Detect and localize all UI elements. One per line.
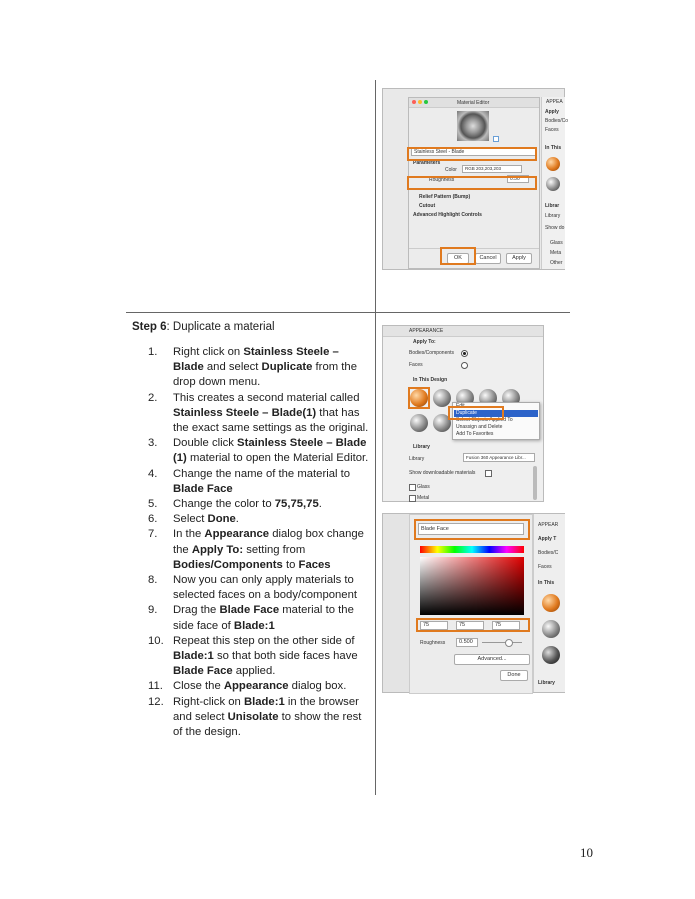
side-library-header: Librar xyxy=(545,203,560,209)
side-faces: Faces xyxy=(545,127,559,133)
step-label: Step 6 xyxy=(132,321,167,333)
glass-label: Glass xyxy=(417,484,430,490)
instruction-list xyxy=(148,345,370,740)
material-swatch[interactable] xyxy=(542,594,560,612)
in-this-design-label: In This Design xyxy=(413,377,448,383)
cancel-button[interactable]: Cancel xyxy=(475,253,501,264)
roughness-value[interactable]: 0.50 xyxy=(507,175,529,183)
instruction-text: dialog box. xyxy=(288,680,347,693)
bold-term: 75,75,75 xyxy=(274,498,319,511)
instruction-text: Close the xyxy=(173,680,224,693)
side-appearance: APPEAR xyxy=(538,522,559,528)
list-item xyxy=(148,497,370,512)
highlight-swatch xyxy=(408,387,430,409)
bold-term: Appearance xyxy=(223,680,289,693)
parameters-section[interactable]: Parameters xyxy=(413,160,441,166)
faces-option[interactable]: Faces xyxy=(409,362,423,368)
instruction-text: Right-click on xyxy=(173,695,244,708)
instruction-text: In the xyxy=(173,528,205,541)
window-title: Material Editor xyxy=(457,100,490,106)
list-item-number: 8. xyxy=(148,574,158,587)
material-name-field[interactable]: Blade Face xyxy=(418,523,524,535)
material-swatch[interactable] xyxy=(542,646,560,664)
side-bodies: Bodies/C xyxy=(538,550,559,556)
bold-term: Stainless Steele – Blade (1) xyxy=(173,437,367,465)
blue-input[interactable]: 75 xyxy=(492,621,520,630)
bold-term: Duplicate xyxy=(261,361,313,374)
cutout-section[interactable]: Cutout xyxy=(419,203,436,209)
step-heading xyxy=(132,321,275,333)
instruction-text: applied. xyxy=(232,665,276,678)
editor-panel xyxy=(409,514,533,694)
appearance-side-panel xyxy=(533,514,565,692)
material-swatch[interactable] xyxy=(546,177,560,191)
side-bodies: Bodies/Co xyxy=(545,118,569,124)
bold-term: Blade:1 xyxy=(233,619,275,632)
list-item xyxy=(148,345,370,391)
bold-term: Blade Face xyxy=(173,665,233,678)
metal-label: Metal xyxy=(417,495,430,501)
highlight-roughness xyxy=(407,176,537,190)
material-swatch[interactable] xyxy=(546,157,560,171)
color-field[interactable] xyxy=(420,557,524,615)
appearance-header xyxy=(383,326,543,337)
bold-term: Apply To: xyxy=(191,543,244,556)
library-section: Library xyxy=(413,444,430,450)
instruction-text: that has the exact same settings as the original. xyxy=(173,406,369,435)
list-item xyxy=(148,634,370,680)
instruction-text: Drag the xyxy=(173,604,220,617)
list-item xyxy=(148,436,370,466)
list-item-number: 9. xyxy=(148,604,158,617)
instruction-text: so that both side faces have xyxy=(213,650,358,663)
highlight-ok xyxy=(440,247,476,265)
list-item xyxy=(148,467,370,497)
instruction-text: Change the name of the material to xyxy=(173,467,351,480)
instruction-text: from the drop down menu. xyxy=(173,361,357,389)
material-preview-image xyxy=(457,111,489,141)
highlight-name xyxy=(407,147,537,161)
red-input[interactable]: 75 xyxy=(420,621,448,630)
preview-dropdown-icon[interactable] xyxy=(493,136,499,142)
appearance-title: APPEARANCE xyxy=(409,328,444,334)
roughness-slider-handle[interactable] xyxy=(505,639,513,647)
instruction-text: to show the rest of the design. xyxy=(173,710,362,739)
roughness-input[interactable]: 0.500 xyxy=(456,638,478,647)
list-item-number: 7. xyxy=(148,528,158,541)
bold-term: Blade Face xyxy=(173,482,233,495)
list-item-number: 2. xyxy=(148,391,158,404)
material-editor-screenshot xyxy=(382,88,569,270)
highlight-name xyxy=(414,519,530,540)
title-bar xyxy=(409,98,539,108)
ok-button[interactable]: OK xyxy=(447,253,469,264)
material-swatch[interactable] xyxy=(410,414,428,432)
roughness-label: Roughness xyxy=(429,177,455,183)
zoom-dot-icon[interactable] xyxy=(424,100,428,104)
instruction-text: This creates a second material called xyxy=(173,391,360,404)
advanced-highlight-section[interactable]: Advanced Highlight Controls xyxy=(413,212,482,218)
instruction-text: Now you can only apply materials to selected faces on a body/component xyxy=(173,574,358,602)
page-number: 10 xyxy=(580,845,593,860)
side-library: Library xyxy=(538,680,555,686)
highlight-duplicate xyxy=(448,406,504,420)
library-label: Library xyxy=(409,456,425,462)
instruction-text: Change the color to xyxy=(173,498,275,511)
color-value[interactable]: RGB 203,203,203 xyxy=(462,165,522,173)
list-item-number: 10. xyxy=(148,634,164,647)
appearance-side-panel xyxy=(541,97,569,269)
instruction-text: . xyxy=(235,513,239,526)
instruction-text: dialog box change the xyxy=(173,528,364,556)
minimize-dot-icon[interactable] xyxy=(418,100,422,104)
side-glass[interactable]: Glass xyxy=(550,240,563,246)
roughness-slider[interactable] xyxy=(482,642,522,643)
step-title: : Duplicate a material xyxy=(166,321,275,333)
metal-checkbox[interactable] xyxy=(409,495,416,502)
apply-button[interactable]: Apply xyxy=(506,253,532,264)
hue-slider[interactable] xyxy=(420,546,524,553)
bold-term: Faces xyxy=(298,558,331,571)
side-other[interactable]: Other xyxy=(550,260,563,266)
bold-term: Done xyxy=(207,513,236,526)
material-name-field[interactable]: Stainless Steel - Blade xyxy=(411,147,537,156)
list-item xyxy=(148,679,370,694)
side-apply: Apply xyxy=(545,109,559,115)
side-metal[interactable]: Meta xyxy=(550,250,562,256)
list-item xyxy=(148,695,370,741)
table-vertical-divider xyxy=(375,80,376,795)
instruction-text: material to open the Material Editor. xyxy=(186,452,369,465)
green-input[interactable]: 75 xyxy=(456,621,484,630)
instruction-text: Right click on xyxy=(173,346,244,358)
instruction-text: . xyxy=(318,498,322,511)
advanced-button[interactable]: Advanced... xyxy=(454,654,530,665)
list-item xyxy=(148,603,370,633)
relief-pattern-section[interactable]: Relief Pattern (Bump) xyxy=(419,194,471,200)
list-item xyxy=(148,512,370,527)
table-horizontal-divider xyxy=(126,312,570,313)
list-item-number: 4. xyxy=(148,467,158,480)
glass-checkbox[interactable] xyxy=(409,484,416,491)
list-item-number: 3. xyxy=(148,437,158,450)
appearance-menu-screenshot xyxy=(382,325,544,502)
material-swatch[interactable] xyxy=(433,389,451,407)
list-item xyxy=(148,573,370,603)
close-dot-icon[interactable] xyxy=(412,100,416,104)
side-inthis: In This xyxy=(538,580,555,586)
material-swatch[interactable] xyxy=(542,620,560,638)
list-item xyxy=(148,527,370,573)
bold-term: Appearance xyxy=(204,528,270,541)
menu-item-duplicate-label: Duplicate xyxy=(456,410,477,416)
instruction-text: and select xyxy=(203,361,262,374)
apply-to-label: Apply To: xyxy=(413,339,436,345)
color-label: Color xyxy=(445,167,457,173)
bold-term: Blade:1 xyxy=(243,695,285,708)
instruction-text: Repeat this step on the other side of xyxy=(173,634,355,647)
show-downloadable-label: Show downloadable materials xyxy=(409,470,476,476)
side-library: Library xyxy=(545,213,561,219)
side-apply: Apply T xyxy=(538,536,557,542)
bold-term: Blade:1 xyxy=(173,650,214,663)
instruction-text: in the browser and select xyxy=(173,695,359,723)
side-show: Show do xyxy=(545,225,565,231)
instruction-text: Double click xyxy=(173,437,238,450)
side-inthis: In This xyxy=(545,145,562,151)
instruction-text: to xyxy=(282,558,299,571)
menu-item-unassign[interactable]: Unassign and Delete xyxy=(456,424,503,430)
side-faces: Faces xyxy=(538,564,552,570)
list-item-number: 5. xyxy=(148,498,158,511)
list-item-number: 6. xyxy=(148,513,158,526)
bold-term: Bodies/Components xyxy=(173,558,283,571)
bold-term: Stainless Steele – Blade(1) xyxy=(173,406,317,419)
bold-term: Blade Face xyxy=(219,604,280,617)
faces-radio-icon[interactable] xyxy=(461,362,468,369)
bodies-radio-icon[interactable] xyxy=(461,350,468,357)
bold-term: Unisolate xyxy=(227,710,279,723)
menu-item-favorites[interactable]: Add To Favorites xyxy=(456,431,494,437)
list-item-number: 1. xyxy=(148,346,158,358)
show-downloadable-checkbox[interactable] xyxy=(485,470,492,477)
done-button[interactable]: Done xyxy=(500,670,528,681)
highlight-rgb xyxy=(416,618,530,632)
side-appearance: APPEA xyxy=(546,99,563,105)
instruction-text: Select xyxy=(173,513,208,526)
list-item-number: 12. xyxy=(148,695,164,708)
menu-item-select-objects[interactable]: Select Objects Applied To xyxy=(456,417,513,423)
instruction-text: material to the side face of xyxy=(173,604,354,632)
library-dropdown[interactable]: Fusion 360 Appearance Libr... xyxy=(463,453,535,462)
instruction-text: setting from xyxy=(243,543,306,556)
color-editor-screenshot xyxy=(382,513,565,693)
bodies-components-option[interactable]: Bodies/Components xyxy=(409,350,455,356)
list-item-number: 11. xyxy=(148,680,163,693)
scrollbar[interactable] xyxy=(533,466,537,500)
roughness-label: Roughness xyxy=(420,640,446,646)
menu-item-edit[interactable]: Edit xyxy=(456,403,465,409)
list-item xyxy=(148,391,370,437)
bold-term: Stainless Steele – Blade xyxy=(173,346,339,374)
